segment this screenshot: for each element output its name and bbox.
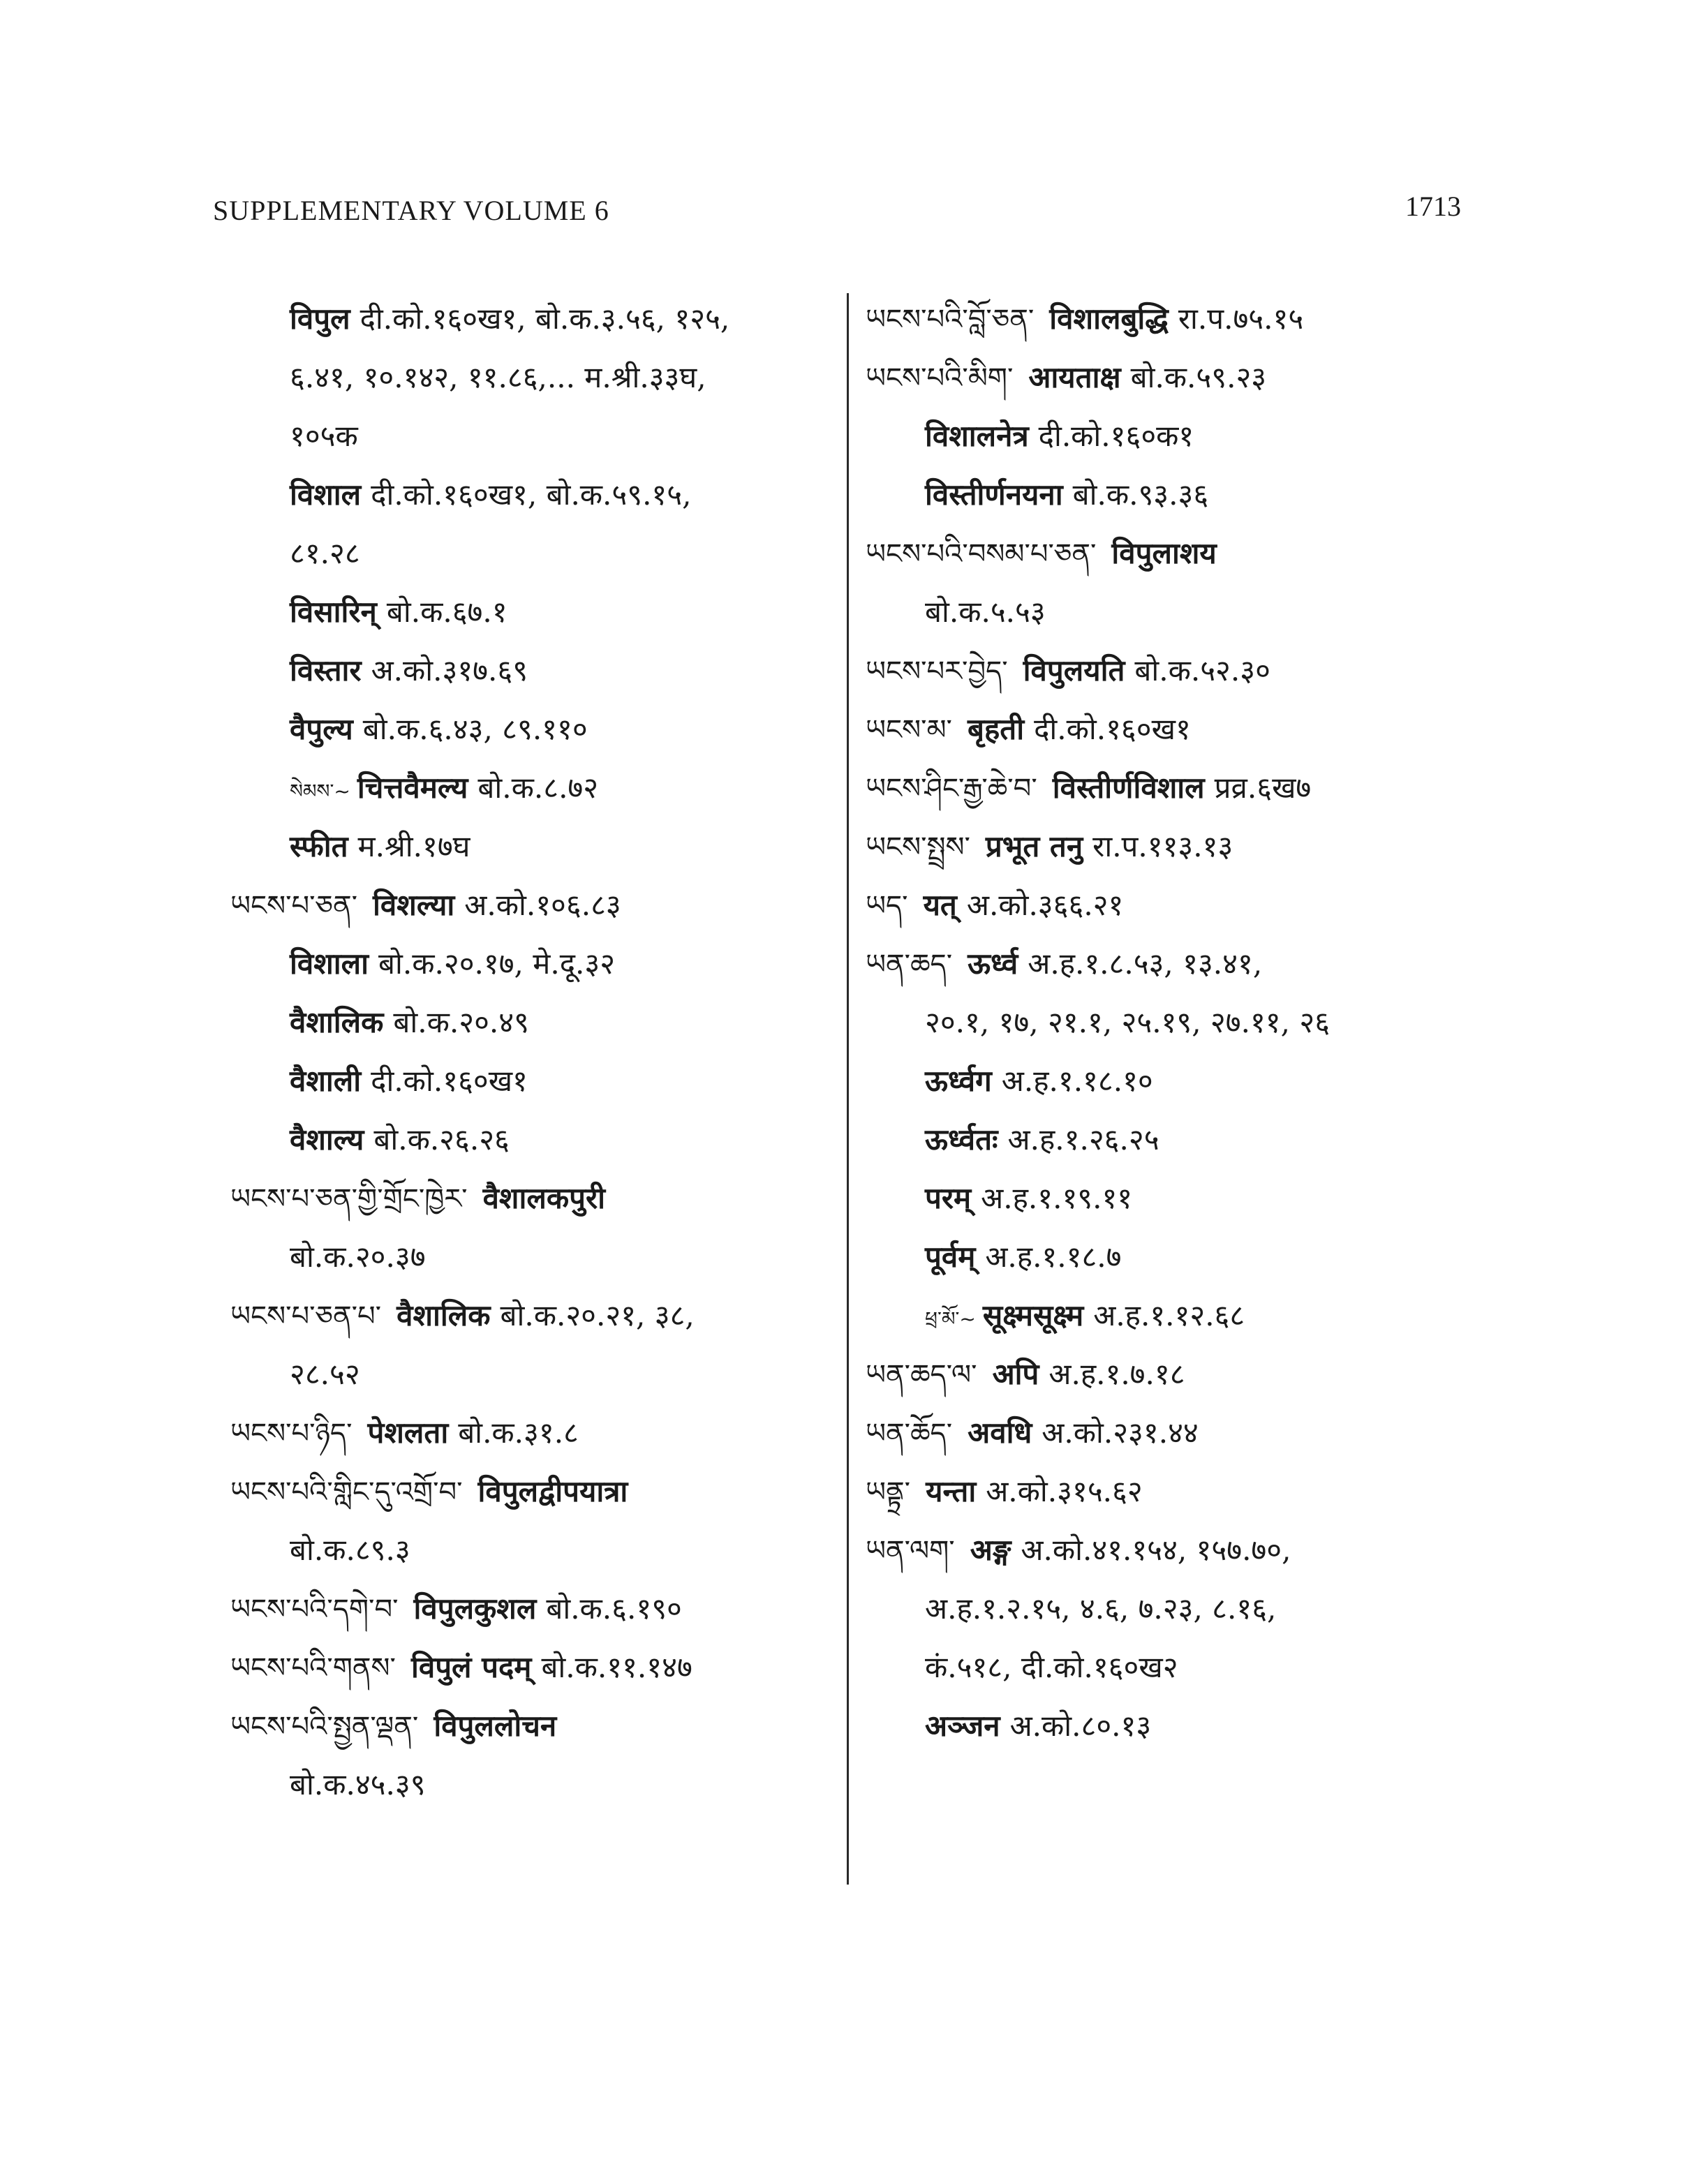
dictionary-line [230,1404,845,1462]
tibetan-term: ཡངས་པ་ཅན་པ་ [230,1300,382,1332]
reference-citation: अ.ह.१.२६.२५ [1007,1122,1159,1157]
page-number: 1713 [1405,191,1461,222]
dictionary-line [230,1462,845,1521]
reference-citation: म.श्री.१७घ [357,829,470,863]
sanskrit-headword: यन्ता [926,1474,977,1508]
reference-citation: रा.प.७५.१५ [1178,302,1304,336]
reference-citation: बो.क.२०.४९ [393,1005,529,1039]
sanskrit-headword: विशाला [290,946,369,981]
dictionary-line [230,876,845,935]
tibetan-term: ཡན་ལག་ [866,1535,955,1567]
dictionary-line [230,700,845,759]
dictionary-line [230,290,845,348]
reference-citation: अ.को.८०.१३ [1009,1709,1152,1743]
reference-citation: रा.प.११३.१३ [1092,829,1233,863]
tibetan-compound-prefix: ཕྲ་མོ་~ [925,1307,976,1330]
reference-citation: अ.ह.१.८.५३, १३.४१, [1028,946,1263,981]
sanskrit-headword: विपुलं पदम् [410,1650,532,1684]
reference-citation: बो.क.५.५३ [925,595,1046,629]
reference-citation: बो.क.११.१४७ [541,1650,692,1684]
sanskrit-headword: ऊर्ध्व [968,946,1018,981]
reference-citation: बो.क.८.७२ [477,771,599,805]
dictionary-line [230,407,845,466]
tibetan-term: ཡངས་སྤྲས་ [866,831,970,863]
dictionary-line [866,1052,1661,1110]
reference-citation: अ.को.३१७.६९ [371,653,528,688]
sanskrit-headword: यत् [923,888,957,922]
reference-citation: ६.४१, १०.१४२, ११.८६,... म.श्री.३३घ, [290,360,706,394]
dictionary-line [866,876,1661,935]
dictionary-line [230,817,845,876]
dictionary-line [866,935,1661,993]
sanskrit-headword: विस्तार [290,653,362,688]
dictionary-line [866,290,1661,348]
dictionary-line [866,524,1661,583]
reference-citation: अ.को.४१.१५४, १५७.७०, [1021,1533,1291,1567]
dictionary-line [230,1052,845,1110]
reference-citation: अ.ह.१.२.१५, ४.६, ७.२३, ८.१६, [925,1591,1277,1626]
sanskrit-headword: विस्तीर्णविशाल [1052,771,1205,805]
reference-citation: दी.को.१६०ख१, बो.क.३.५६, १२५, [360,302,730,336]
sanskrit-headword: विशल्या [373,888,455,922]
reference-citation: बो.क.२०.३७ [290,1240,426,1274]
tibetan-term: ཡན་ཆོད་ [866,1418,953,1450]
sanskrit-headword: आयताक्ष [1028,360,1121,394]
reference-citation: अ.ह.१.१२.६८ [1093,1298,1245,1332]
dictionary-line [230,1228,845,1286]
dictionary-line [866,1345,1661,1404]
sanskrit-headword: विस्तीर्णनयना [925,477,1063,512]
reference-citation: बो.क.२०.१७, मे.दू.३२ [378,946,616,981]
sanskrit-headword: चित्तवैमल्य [357,771,468,805]
sanskrit-headword: वैशाली [290,1064,362,1098]
sanskrit-headword: पेशलता [367,1416,449,1450]
dictionary-line [230,1755,845,1814]
dictionary-line [866,466,1661,524]
tibetan-term: ཡངས་པའི་གནས་ [230,1652,396,1684]
reference-citation: अ.ह.१.१८.१० [1001,1064,1153,1098]
dictionary-line [866,1110,1661,1169]
sanskrit-headword: स्फीत [290,829,348,863]
tibetan-term: ཡངས་པའི་དགེ་བ་ [230,1594,399,1626]
dictionary-line [866,1286,1661,1345]
dictionary-line [866,1638,1661,1697]
reference-citation: बो.क.४५.३९ [290,1767,426,1802]
left-column [230,290,845,1814]
reference-citation: अ.को.२३१.४४ [1042,1416,1199,1450]
tibetan-term: ཡནྟྲ་ [866,1476,911,1508]
sanskrit-headword: विपुलद्वीपयात्रा [477,1474,628,1508]
sanskrit-headword: वैशालिक [396,1298,491,1332]
sanskrit-headword: वैपुल्य [290,712,353,746]
sanskrit-headword: अञ्जन [925,1709,1000,1743]
reference-citation: बो.क.२६.२६ [373,1122,510,1157]
sanskrit-headword: विपुलाशय [1111,536,1217,570]
tibetan-term: ཡངས་པ་ཅན་གྱི་གྲོང་ཁྱེར་ [230,1183,468,1215]
dictionary-line [866,1228,1661,1286]
sanskrit-headword: विसारिन् [290,595,377,629]
dictionary-line [866,1462,1661,1521]
tibetan-term: ཡངས་པའི་གླིང་དུ་འགྲོ་བ་ [230,1476,463,1508]
tibetan-compound-prefix: སེམས་~ [290,780,350,803]
dictionary-line [230,1286,845,1345]
reference-citation: बो.क.८९.३ [290,1533,410,1567]
reference-citation: २०.१, १७, २१.१, २५.१९, २७.११, २६ [925,1005,1330,1039]
dictionary-line [866,1580,1661,1638]
sanskrit-headword: ऊर्ध्वतः [925,1122,998,1157]
dictionary-line [230,1110,845,1169]
dictionary-line [866,759,1661,817]
dictionary-line [866,1404,1661,1462]
sanskrit-headword: विपुललोचन [433,1709,557,1743]
dictionary-line [230,993,845,1052]
sanskrit-headword: पूर्वम् [925,1240,976,1274]
dictionary-line [230,348,845,407]
sanskrit-headword: विपुलकुशल [413,1591,537,1626]
reference-citation: दी.को.१६०ख१ [1034,712,1191,746]
dictionary-line [866,583,1661,641]
dictionary-line [866,1169,1661,1228]
sanskrit-headword: विशाल [290,477,362,512]
right-column [866,290,1661,1755]
column-divider [847,293,849,1885]
sanskrit-headword: ऊर्ध्वग [925,1064,992,1098]
dictionary-line [230,935,845,993]
reference-citation: दी.को.१६०ख१, बो.क.५९.१५, [371,477,692,512]
dictionary-line [230,1345,845,1404]
dictionary-line [230,1580,845,1638]
dictionary-line [866,993,1661,1052]
reference-citation: ८१.२८ [290,536,360,570]
tibetan-term: ཡངས་པར་བྱེད་ [866,655,1008,688]
tibetan-term: ཡངས་པ་ཅན་ [230,890,358,922]
sanskrit-headword: वैशालिक [290,1005,384,1039]
dictionary-line [230,1169,845,1228]
dictionary-line [866,700,1661,759]
dictionary-line [866,817,1661,876]
tibetan-term: ཡན་ཆད་ལ་ [866,1359,977,1391]
dictionary-line [230,1697,845,1755]
reference-citation: बो.क.३१.८ [458,1416,579,1450]
dictionary-line [230,641,845,700]
sanskrit-headword: विशालनेत्र [925,419,1029,453]
running-title: SUPPLEMENTARY VOLUME 6 [213,195,609,226]
sanskrit-headword: वैशालकपुरी [482,1181,605,1215]
tibetan-term: ཡན་ཆད་ [866,949,953,981]
sanskrit-headword: बृहती [967,712,1025,746]
sanskrit-headword: अवधि [968,1416,1032,1450]
dictionary-line [866,641,1661,700]
dictionary-line [230,466,845,524]
tibetan-term: ཡད་ [866,890,908,922]
tibetan-term: ཡངས་པའི་བསམ་པ་ཅན་ [866,538,1097,570]
reference-citation: बो.क.६.४३, ८९.११० [362,712,588,746]
dictionary-line [866,1697,1661,1755]
reference-citation: बो.क.५२.३० [1134,653,1270,688]
dictionary-line [230,583,845,641]
dictionary-line [866,1521,1661,1580]
reference-citation: बो.क.६७.१ [386,595,507,629]
sanskrit-headword: विपुलयति [1023,653,1125,688]
tibetan-term: ཡངས་པའི་བློ་ཅན་ [866,304,1035,336]
reference-citation: दी.को.१६०क१ [1038,419,1194,453]
reference-citation: बो.क.६.१९० [546,1591,682,1626]
tibetan-term: ཡངས་པའི་སྤྱན་ལྡན་ [230,1711,419,1743]
tibetan-term: ཡངས་མ་ [866,714,952,746]
reference-citation: अ.को.१०६.८३ [464,888,621,922]
tibetan-term: ཡངས་པ་ཉིད་ [230,1418,353,1450]
sanskrit-headword: सूक्ष्मसूक्ष्म [982,1298,1084,1332]
dictionary-line [230,524,845,583]
reference-citation: कं.५१८, दी.को.१६०ख२ [925,1650,1178,1684]
reference-citation: अ.ह.१.७.१८ [1048,1357,1185,1391]
dictionary-line [230,1521,845,1580]
reference-citation: प्रव्र.६ख७ [1214,771,1312,805]
reference-citation: अ.को.३१५.६२ [986,1474,1143,1508]
reference-citation: बो.क.९३.३६ [1072,477,1209,512]
reference-citation: दी.को.१६०ख१ [371,1064,528,1098]
sanskrit-headword: वैशाल्य [290,1122,364,1157]
tibetan-term: ཡངས་པའི་མིག་ [866,362,1014,394]
sanskrit-headword: प्रभूत तनु [985,829,1083,863]
reference-citation: अ.को.३६६.२१ [966,888,1124,922]
reference-citation: बो.क.५९.२३ [1130,360,1267,394]
reference-citation: अ.ह.१.१९.११ [981,1181,1133,1215]
dictionary-line [866,348,1661,407]
sanskrit-headword: अपि [992,1357,1039,1391]
sanskrit-headword: अङ्ग [970,1533,1011,1567]
reference-citation: १०५क [290,419,358,453]
reference-citation: बो.क.२०.२१, ३८, [500,1298,695,1332]
dictionary-line [866,407,1661,466]
tibetan-term: ཡངས་ཤིང་རྒྱ་ཆེ་བ་ [866,773,1037,805]
dictionary-line [230,1638,845,1697]
reference-citation: अ.ह.१.१८.७ [985,1240,1122,1274]
reference-citation: २८.५२ [290,1357,360,1391]
sanskrit-headword: विशालबुद्धि [1049,302,1169,336]
dictionary-line [230,759,845,817]
sanskrit-headword: विपुल [290,302,350,336]
sanskrit-headword: परम् [925,1181,972,1215]
